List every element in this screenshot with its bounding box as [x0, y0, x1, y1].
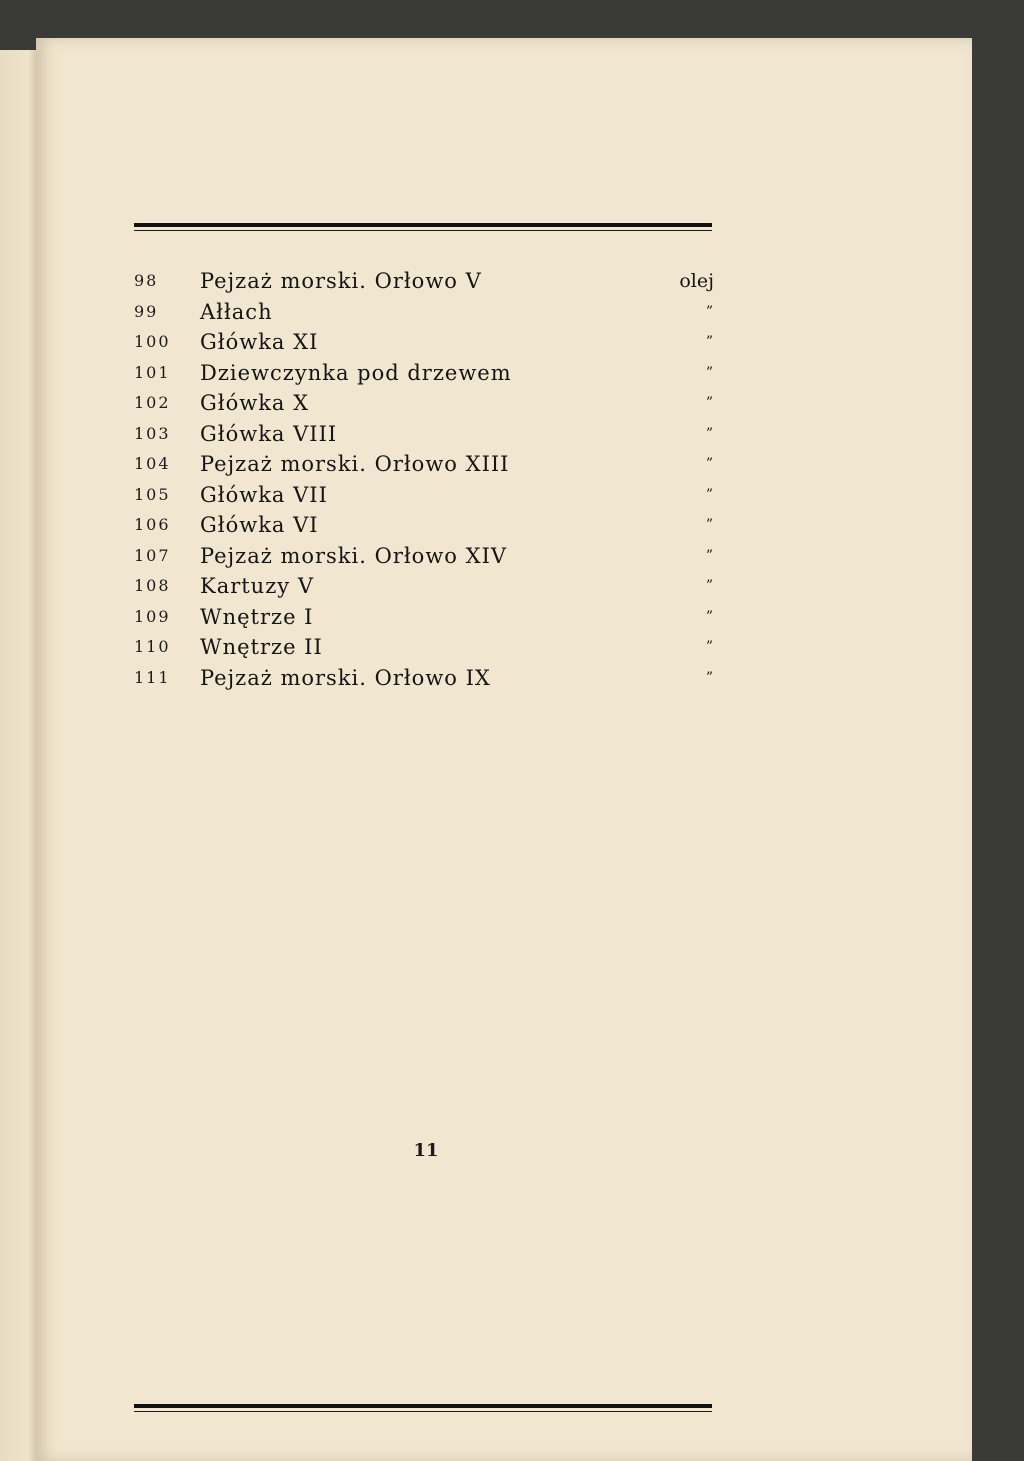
entry-title: Główka X: [200, 391, 310, 415]
page-number: 11: [413, 1140, 439, 1161]
list-item: [134, 632, 714, 663]
facing-page-edge: [0, 50, 40, 1461]
entry-medium: ”: [705, 578, 714, 594]
list-item: [134, 510, 714, 541]
entry-medium: ”: [705, 334, 714, 350]
entry-number: 99: [134, 301, 159, 321]
list-item: [134, 266, 714, 297]
entry-number: 106: [134, 515, 171, 534]
entry-title: Ałłach: [200, 299, 273, 324]
entry-number: 107: [134, 545, 171, 565]
entry-medium: ”: [705, 456, 714, 472]
catalog-page: [36, 38, 972, 1461]
top-rule-thick: [134, 223, 712, 227]
entry-title: Dziewczynka pod drzewem: [200, 360, 512, 385]
list-item: [134, 541, 714, 572]
entry-title: Pejzaż morski. Orłowo V: [200, 269, 482, 293]
entry-medium: ”: [705, 425, 714, 442]
entry-number: 104: [134, 454, 171, 473]
entry-title: Główka VII: [200, 482, 328, 507]
list-item: [134, 327, 714, 358]
entry-title: Wnętrze I: [200, 604, 314, 629]
entry-number: 102: [134, 393, 171, 412]
entry-number: 108: [134, 576, 171, 595]
list-item: [134, 449, 714, 480]
entry-medium: ”: [705, 395, 714, 411]
list-item: [134, 480, 714, 511]
entry-number: 109: [134, 606, 171, 626]
list-item: [134, 663, 714, 694]
entry-number: 111: [134, 667, 171, 687]
list-item: [134, 571, 714, 602]
entry-title: Główka VIII: [200, 421, 338, 446]
list-item: [134, 297, 714, 328]
entry-medium: ”: [705, 364, 714, 381]
top-rule: [134, 223, 712, 234]
bottom-rule-thick: [134, 1404, 712, 1408]
entry-medium: ”: [705, 303, 714, 320]
entry-title: Pejzaż morski. Orłowo XIII: [200, 452, 510, 476]
entry-title: Kartuzy V: [200, 574, 314, 598]
entry-number: 110: [134, 637, 171, 656]
entry-medium: ”: [705, 639, 714, 655]
entry-medium: ”: [705, 486, 714, 503]
list-item: [134, 419, 714, 450]
entry-medium: ”: [705, 547, 714, 564]
entry-number: 101: [134, 362, 171, 382]
entry-title: Główka XI: [200, 330, 319, 354]
entry-number: 100: [134, 332, 171, 351]
entry-title: Pejzaż morski. Orłowo IX: [200, 665, 491, 690]
entry-title: Wnętrze II: [200, 635, 323, 659]
bottom-rule-thin: [134, 1411, 712, 1412]
entry-medium: ”: [705, 517, 714, 533]
entry-number: 103: [134, 423, 171, 443]
list-item: [134, 388, 714, 419]
artwork-list: [134, 266, 714, 693]
bottom-rule: [134, 1404, 712, 1415]
list-item: [134, 358, 714, 389]
list-item: [134, 602, 714, 633]
entry-medium: olej: [679, 270, 714, 292]
entry-number: 98: [134, 271, 159, 290]
entry-number: 105: [134, 484, 171, 504]
entry-title: Główka VI: [200, 513, 319, 537]
entry-title: Pejzaż morski. Orłowo XIV: [200, 543, 508, 568]
top-rule-thin: [134, 230, 712, 231]
entry-medium: ”: [705, 608, 714, 625]
entry-medium: ”: [705, 669, 714, 686]
